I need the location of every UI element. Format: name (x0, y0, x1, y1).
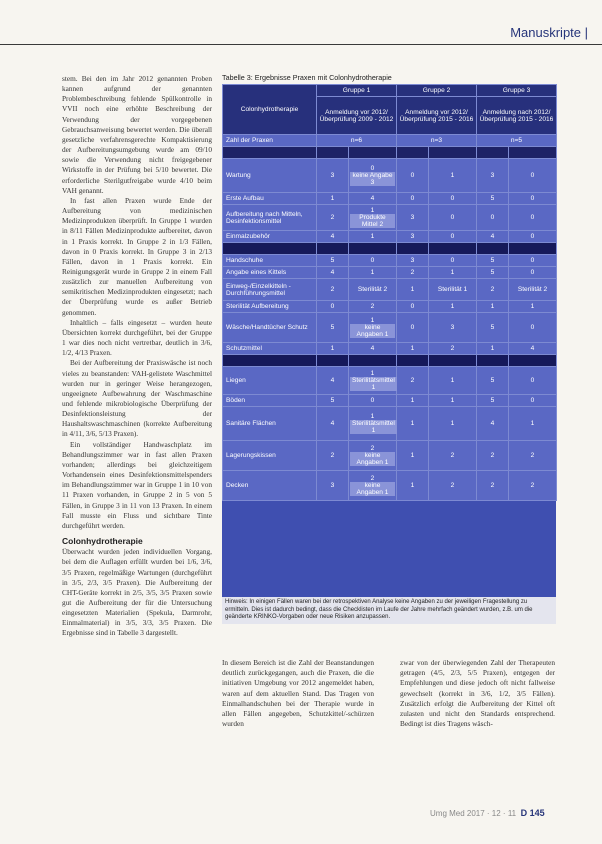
count-value: n=6 (317, 135, 397, 147)
section-header: Manuskripte | (510, 25, 588, 40)
cell-value: 1 (370, 413, 375, 420)
table-cell (477, 367, 509, 395)
table-cell (317, 313, 349, 343)
row-label: Handschuhe (223, 255, 317, 267)
table-cell (429, 255, 477, 267)
table-row (223, 267, 557, 279)
table-cell (429, 313, 477, 343)
table-cell (429, 395, 477, 407)
table-cell (429, 441, 477, 471)
cell-value: 5 (490, 195, 495, 202)
cell-value: 1 (410, 397, 415, 404)
table-cell (509, 231, 557, 243)
table-cell (397, 441, 429, 471)
table-cell (429, 205, 477, 231)
section-row (223, 243, 557, 255)
table-cell (477, 255, 509, 267)
table-caption: Tabelle 3: Ergebnisse Praxen mit Colonhydrotherapie (222, 73, 392, 82)
table-cell (317, 441, 349, 471)
cell-value: 4 (330, 420, 335, 427)
table-cell (477, 407, 509, 441)
table-cell (509, 407, 557, 441)
cell-value: 2 (370, 475, 375, 482)
bottom-column-2 (400, 658, 555, 729)
table-row (223, 205, 557, 231)
table-row (223, 231, 557, 243)
group-desc: Anmeldung nach 2012/Überprüfung 2015 - 2016 (477, 97, 557, 135)
cell-value: 5 (490, 377, 495, 384)
cell-value: 4 (370, 345, 375, 352)
cell-value: 2 (450, 452, 455, 459)
cell-value: 2 (330, 286, 335, 293)
table-cell (349, 407, 397, 441)
table-cell (317, 231, 349, 243)
cell-value: 1 (370, 269, 375, 276)
paragraph: Inhaltlich – falls eingesetzt – wurden heute Übersichten korrekt durchgeführt, bei der Gruppe 1 war dies noch nicht vertretbar, deutlich in 3/6, 1/2, 4/13 Praxen. (62, 317, 212, 358)
table-cell (509, 193, 557, 205)
cell-value: 1 (450, 172, 455, 179)
table-cell (509, 471, 557, 501)
table-cell (349, 193, 397, 205)
cell-value: 3 (410, 233, 415, 240)
cell-note: Sterilitätsmittel 1 (352, 420, 395, 434)
cell-value: 3 (490, 172, 495, 179)
cell-value: Sterilität 1 (437, 286, 468, 293)
table-cell (349, 267, 397, 279)
cell-note: keine Angaben 1 (350, 482, 395, 496)
row-label: Angabe eines Kittels (223, 267, 317, 279)
table-cell (509, 267, 557, 279)
header-rule (0, 44, 602, 45)
table-cell (397, 193, 429, 205)
table-cell (317, 301, 349, 313)
left-column (62, 74, 212, 639)
table-cell (349, 367, 397, 395)
cell-value: 2 (490, 286, 495, 293)
cell-value: 2 (530, 452, 535, 459)
table-cell (317, 279, 349, 301)
table-cell (349, 279, 397, 301)
page-footer (430, 808, 545, 818)
cell-value: 1 (370, 207, 375, 214)
row-label: Sterilität Aufbereitung (223, 301, 317, 313)
row-label: Sanitäre Flächen (223, 407, 317, 441)
cell-value: 0 (530, 214, 535, 221)
cell-value: 2 (370, 445, 375, 452)
table-cell (429, 193, 477, 205)
cell-value: 4 (490, 420, 495, 427)
table-cell (349, 343, 397, 355)
paragraph: zwar von der überwiegenden Zahl der Therapeuten getragen (4/5, 2/3, 5/5 Praxen), entgegen der Empfehlungen und diese jedoch oft nicht fallweise gewechselt (korrekt in 3/6, 1/2, 3/5 Fällen). Zusätzlich erfolgt die Aufbereitung der Kittel oft zulasten und nicht den Standards entsprechend. Bedingt ist dies Tragens wäsch- (400, 658, 555, 729)
table-cell (477, 267, 509, 279)
table-row (223, 193, 557, 205)
table-footnote: Hinweis: In einigen Fällen waren bei der retrospektiven Analyse keine Angaben zu der jeweiligen Fragestellung zu ermitteln. Dies ist dadurch bedingt, dass die Checklisten im Laufe der Jahre mehrfach geändert wurden, z.B. um die geänderte KRINKO-Vorgaben oder neue Risiken anzupassen. (222, 597, 556, 624)
table-cell (397, 367, 429, 395)
table-cell (477, 471, 509, 501)
cell-value: 0 (490, 214, 495, 221)
table-cell (397, 279, 429, 301)
row-label: Wartung (223, 159, 317, 193)
paragraph: In fast allen Praxen wurde Ende der Aufbereitung von medizinischen Medizinprodukten überprüft. In Gruppe 1 wurden in 8/11 Fällen Medizinprodukte aufbereitet, davon in 1 Praxis korrekt. In Gruppe 2 in 1/3 Fällen, davon in 0 Praxis korrekt. In Gruppe 3 in 2/13 Fällen, davon in 1 Praxis korrekt. Ein Reinigungsgerät wurde in Gruppe 2 in einem Fall zusätzlich zur manuellen Aufbereitung von semikritischen Medizinprodukten eingesetzt; nach der Überprüfung wurde es außer Betrieb genommen. (62, 195, 212, 317)
table-cell (429, 367, 477, 395)
cell-value: 3 (330, 482, 335, 489)
cell-value: 1 (490, 345, 495, 352)
row-label: Aufbereitung nach Mitteln, Desinfektionsmittel (223, 205, 317, 231)
table-cell (429, 407, 477, 441)
cell-value: 1 (530, 420, 535, 427)
table-cell (477, 159, 509, 193)
paragraph: Bei der Aufbereitung der Praxiswäsche ist noch vieles zu beanstanden: VAH-gelistete Waschmittel wurden nur in geringer Weise herangezogen, ungeeignete Aufbewahrung der Waschmaschine und fehlende mikrobiologische Überprüfung der Desinfektionsleistung der Haushaltswaschmaschinen (korrekte Aufbereitung in 4/11, 3/6, 5/13 Praxen). (62, 358, 212, 439)
row-label: Einweg-/Einzelkitteln - Durchführungsmittel (223, 279, 317, 301)
cell-value: 5 (330, 324, 335, 331)
cell-value: 1 (330, 345, 335, 352)
table-cell (317, 343, 349, 355)
table-cell (349, 313, 397, 343)
table-row (223, 279, 557, 301)
table-cell (477, 205, 509, 231)
table-row (223, 159, 557, 193)
row-label: Schutzmittel (223, 343, 317, 355)
group-header: Gruppe 2 (397, 85, 477, 97)
table-cell (317, 395, 349, 407)
results-table-container (222, 84, 556, 597)
cell-value: 0 (530, 269, 535, 276)
table-cell (397, 301, 429, 313)
row-label: Liegen (223, 367, 317, 395)
cell-value: 5 (490, 397, 495, 404)
paragraph: Überwacht wurden jeden individuellen Vorgang, bei dem die Auflagen erfüllt wurden bei 1/6, 3/6, 3/5 Praxen, regelmäßige Wartungen (durchgeführt in 3/5, 2/3, 3/5 Praxen). Die Aufbereitung der CHT-Geräte korrekt in 2/5, 3/5, 3/5 Praxen sowie gut die Aufbereitung der für die Untersuchung eingesetzten Materialien (Spekula, Darmrohr, Einmalmaterial) in 3/5, 3/3, 3/5 Praxen. Die Ergebnisse sind in Tabelle 3 dargestellt. (62, 547, 212, 638)
table-cell (477, 279, 509, 301)
table-row (223, 441, 557, 471)
table-cell (509, 159, 557, 193)
section-row (223, 147, 557, 159)
cell-value: 0 (370, 397, 375, 404)
table-cell (509, 367, 557, 395)
cell-value: 0 (530, 172, 535, 179)
table-cell (477, 193, 509, 205)
cell-value: 0 (410, 172, 415, 179)
section-row (223, 355, 557, 367)
cell-value: 1 (410, 482, 415, 489)
cell-value: 0 (450, 233, 455, 240)
cell-value: 2 (370, 303, 375, 310)
cell-value: 4 (370, 195, 375, 202)
cell-value: 5 (330, 397, 335, 404)
section-heading: Colonhydrotherapie (62, 536, 143, 547)
cell-note: Produkte Mittel 2 (350, 214, 395, 228)
table-row (223, 255, 557, 267)
cell-value: Sterilität 2 (517, 286, 548, 293)
table-cell (509, 343, 557, 355)
table-cell (349, 301, 397, 313)
count-value: n=5 (477, 135, 557, 147)
cell-value: 4 (490, 233, 495, 240)
table-cell (509, 313, 557, 343)
table-cell (397, 343, 429, 355)
table-cell (317, 471, 349, 501)
table-cell (397, 313, 429, 343)
cell-value: 4 (330, 233, 335, 240)
table-row (223, 343, 557, 355)
cell-value: 1 (450, 303, 455, 310)
table-row (223, 395, 557, 407)
table-cell (349, 159, 397, 193)
paragraph: In diesem Bereich ist die Zahl der Beanstandungen deutlich zurückgegangen, auch die Praxen, die die initiativen Umgebung vor 2012 angemeldet haben, waren auf dem aktuellen Stand. Das Tragen von Einmalhandschuhen bei der Therapie wurde in allen Fällen angegeben, Schutzkittel/-schürzen wurden (222, 658, 374, 729)
table-cell (317, 255, 349, 267)
cell-value: 0 (530, 377, 535, 384)
table-row (223, 367, 557, 395)
table-cell (317, 407, 349, 441)
cell-value: 4 (330, 377, 335, 384)
table-cell (429, 159, 477, 193)
cell-value: 1 (450, 420, 455, 427)
cell-value: 2 (450, 482, 455, 489)
col-label: Colonhydrotherapie (223, 85, 317, 135)
row-label: Lagerungskissen (223, 441, 317, 471)
cell-value: 3 (410, 214, 415, 221)
cell-value: 0 (530, 233, 535, 240)
cell-value: 5 (330, 257, 335, 264)
table-cell (349, 255, 397, 267)
cell-value: 4 (330, 269, 335, 276)
cell-value: 2 (330, 452, 335, 459)
cell-value: 1 (450, 377, 455, 384)
cell-value: 1 (410, 345, 415, 352)
table-cell (349, 441, 397, 471)
table-cell (397, 159, 429, 193)
cell-value: 4 (530, 345, 535, 352)
row-label: Erste Aufbau (223, 193, 317, 205)
table-cell (477, 313, 509, 343)
table-row (223, 313, 557, 343)
cell-value: 0 (370, 165, 375, 172)
cell-value: 1 (410, 286, 415, 293)
cell-value: 5 (490, 324, 495, 331)
table-cell (349, 231, 397, 243)
table-cell (477, 395, 509, 407)
group-desc: Anmeldung vor 2012/Überprüfung 2009 - 2012 (317, 97, 397, 135)
cell-value: 0 (330, 303, 335, 310)
cell-value: 3 (410, 257, 415, 264)
cell-value: 1 (370, 233, 375, 240)
table-cell (397, 267, 429, 279)
table-row (223, 407, 557, 441)
cell-value: 5 (490, 269, 495, 276)
cell-value: 0 (530, 397, 535, 404)
table-cell (477, 231, 509, 243)
cell-value: 1 (330, 195, 335, 202)
table-cell (397, 407, 429, 441)
table-cell (317, 159, 349, 193)
cell-value: 0 (410, 324, 415, 331)
cell-value: 2 (330, 214, 335, 221)
row-label: Decken (223, 471, 317, 501)
cell-value: 5 (490, 257, 495, 264)
paragraph: Ein vollständiger Handwaschplatz im Behandlungszimmer war in fast allen Praxen vorhanden; allerdings bei gleichzeitigem Vorhandensein eines Desinfektionsmittelspenders im Behandlungszimmer war in Gruppe 1 in 10 von 11 Praxen vorhanden, in Gruppe 2 in 5 von 5 Fällen, in Gruppe 3 in 11 von 13 Praxen. In einem Fall musste ein Fluss und sichtbare Tinte durchgeführt werden. (62, 439, 212, 530)
table-cell (509, 255, 557, 267)
paragraph: stem. Bei den im Jahr 2012 genannten Proben kannen aufgrund der genannten Problembeschreibung fehlende Spülkontrolle in VVII noch eine erhöhte Beschreibung der Verwendung der vorgegebenen Gebrauchsanweisung bewertet werden. Die überall gesetzliche verfahrensgerechte Kompaktisierung der Aufbereitungsumgebung wurde am 09/10 sowie die Verwendung nicht freigegebener Wirkstoffe in der Prüfung bei 5/10 bewertet. Die erforderliche Sterilgutfreigabe wurde 4/10 beim VAH genannt. (62, 74, 212, 195)
table-cell (397, 231, 429, 243)
cell-value: 2 (410, 269, 415, 276)
table-cell (509, 301, 557, 313)
table-cell (429, 231, 477, 243)
table-cell (349, 471, 397, 501)
table-cell (349, 395, 397, 407)
cell-value: 0 (370, 257, 375, 264)
page-number: D 145 (520, 808, 545, 818)
cell-value: 1 (530, 303, 535, 310)
cell-value: 0 (450, 195, 455, 202)
table-cell (509, 279, 557, 301)
table-cell (397, 471, 429, 501)
cell-value: Sterilität 2 (357, 286, 388, 293)
cell-note: keine Angaben 1 (350, 452, 395, 466)
table-cell (477, 441, 509, 471)
cell-value: 0 (450, 257, 455, 264)
cell-value: 2 (490, 452, 495, 459)
cell-note: Sterilitätsmittel 1 (352, 377, 395, 391)
table-cell (429, 267, 477, 279)
cell-value: 1 (410, 452, 415, 459)
table-cell (397, 205, 429, 231)
bottom-column-1 (222, 658, 374, 729)
cell-value: 1 (370, 370, 375, 377)
table-cell (429, 279, 477, 301)
cell-value: 1 (490, 303, 495, 310)
cell-value: 2 (530, 482, 535, 489)
table-cell (397, 395, 429, 407)
cell-value: 2 (450, 345, 455, 352)
table-cell (349, 205, 397, 231)
table-cell (477, 343, 509, 355)
table-cell (317, 267, 349, 279)
table-row (223, 301, 557, 313)
group-header: Gruppe 1 (317, 85, 397, 97)
table-cell (317, 205, 349, 231)
cell-value: 3 (450, 324, 455, 331)
table-cell (397, 255, 429, 267)
cell-value: 2 (410, 377, 415, 384)
cell-value: 3 (330, 172, 335, 179)
count-value: n=3 (397, 135, 477, 147)
cell-value: 1 (410, 420, 415, 427)
cell-value: 1 (450, 269, 455, 276)
table-cell (509, 395, 557, 407)
cell-note: keine Angabe 3 (350, 172, 395, 186)
cell-note: keine Angaben 1 (350, 324, 395, 338)
table-cell (429, 343, 477, 355)
table-cell (429, 471, 477, 501)
cell-value: 0 (530, 257, 535, 264)
cell-value: 0 (410, 195, 415, 202)
table-cell (317, 193, 349, 205)
cell-value: 1 (370, 317, 375, 324)
cell-value: 0 (530, 195, 535, 202)
cell-value: 0 (530, 324, 535, 331)
results-table (222, 84, 557, 501)
table-cell (317, 367, 349, 395)
row-label: Einmalzubehör (223, 231, 317, 243)
group-desc: Anmeldung vor 2012/Überprüfung 2015 - 2016 (397, 97, 477, 135)
count-label: Zahl der Praxen (223, 135, 317, 147)
table-cell (477, 301, 509, 313)
journal-ref: Umg Med 2017 · 12 · 11 (430, 809, 517, 818)
table-cell (509, 441, 557, 471)
cell-value: 0 (450, 214, 455, 221)
cell-value: 1 (450, 397, 455, 404)
group-header: Gruppe 3 (477, 85, 557, 97)
cell-value: 0 (410, 303, 415, 310)
row-label: Wäsche/Handtücher Schutz (223, 313, 317, 343)
table-row (223, 471, 557, 501)
table-cell (509, 205, 557, 231)
cell-value: 2 (490, 482, 495, 489)
table-cell (429, 301, 477, 313)
row-label: Böden (223, 395, 317, 407)
